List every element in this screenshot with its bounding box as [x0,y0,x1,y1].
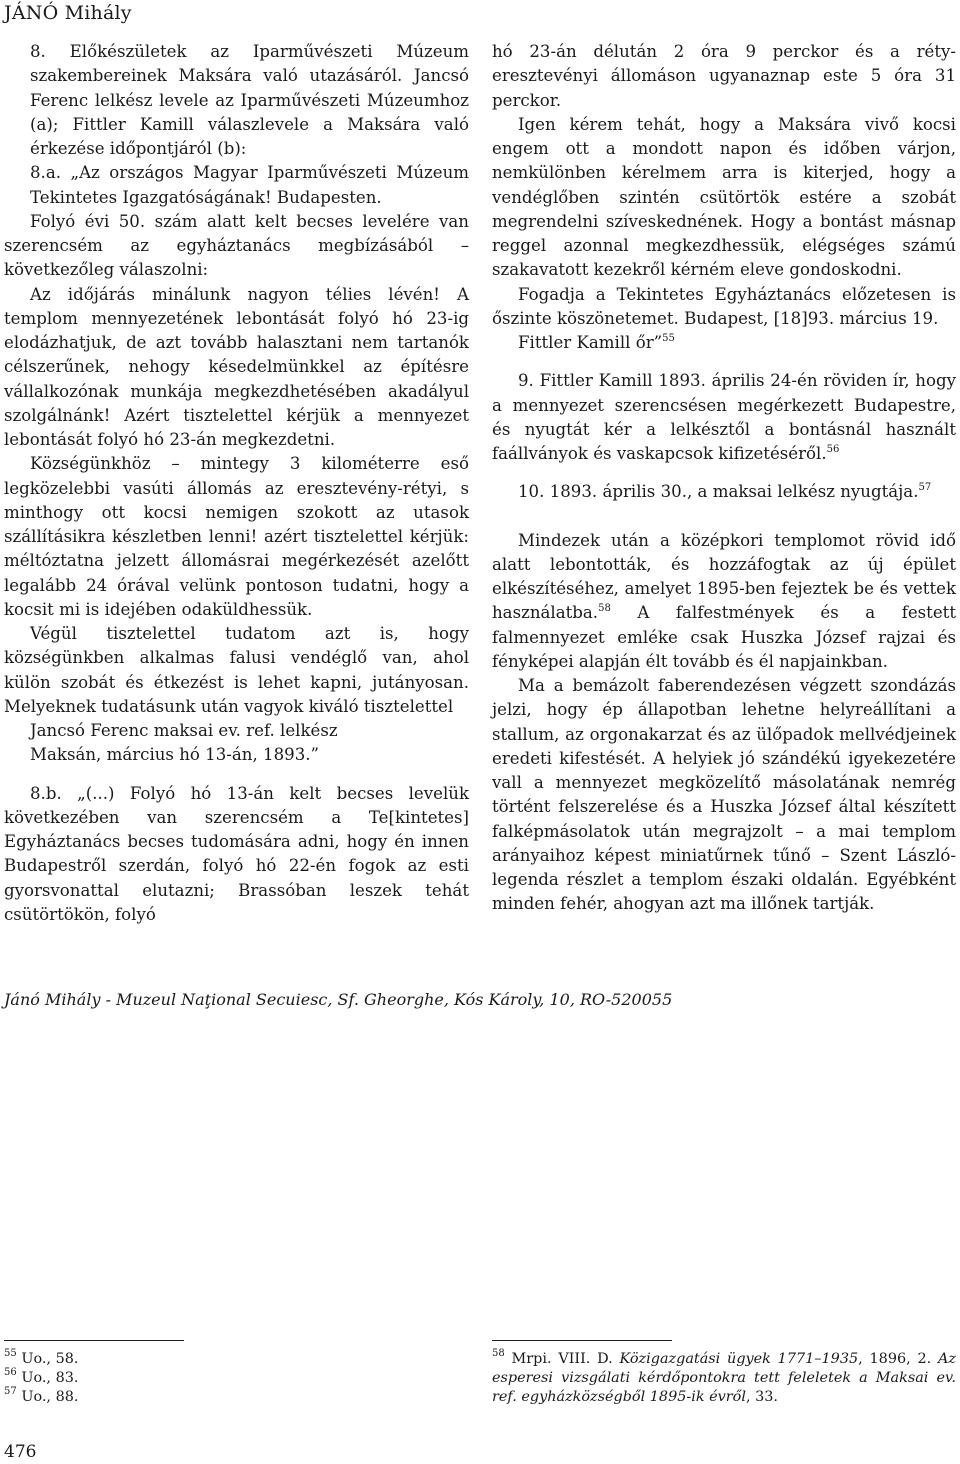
letter-8a-address: 8.a. „Az országos Magyar Iparművészeti Múzeum Tekintetes Igazgatóságának! Budapesten. [30,163,469,207]
footnote-text: , 1896, 2. [858,1351,939,1367]
footnote-text: Mrpi. VIII. D. [511,1351,620,1367]
letter-8b-signer [492,331,956,355]
right-column [492,40,956,917]
section-9-text: 9. Fittler Kamill 1893. április 24-én röviden ír, hogy a mennyezet szerencsésen megérkezett Budapestre, és nyugtát kér a lelkésztől a bontásnál használt faállványok és vaskapcsok kifizetéséről. [492,371,956,463]
footnote-number: 56 [4,1367,17,1378]
letter-8b-cont: hó 23-án délután 2 óra 9 perckor és a réty-eresztevényi állomáson ugyanaznap este 5 óra 31 perckor. [492,42,956,110]
footnote-ref: 57 [918,482,932,494]
footnote-number: 55 [4,1348,17,1359]
footnote [492,1350,956,1407]
letter-8b-para: Fogadja a Tekintetes Egyháztanács előzetesen is őszinte köszönetemet. Budapest, [18]93. március 19. [492,284,956,328]
footnotes-left [4,1350,424,1407]
left-column [4,40,469,927]
footnote-number: 57 [4,1386,17,1397]
footnote-ref: 58 [598,603,611,615]
footnote-text-italic: Az esperesi vizsgálati kérdőpontokra tett feleletek a Maksai ev. ref. egyházközségből 1895-ik évről [492,1351,956,1405]
letter-8a-para: Az időjárás minálunk nagyon télies lévén! A templom mennyezetének lebontását folyó hó 23-ig elodázhatjuk, de azt tovább halasztani nem tartanók célszerűnek, nehogy késedelmünkkel az építésre vállalkozónak munkája megkezdhetésében akadályul szolgálnánk! Azért tisztelettel kérjük a mennyezet lebontását folyó hó 23-án megkezdetni. [4,284,469,449]
footnote [4,1388,424,1407]
signer-text: Fittler Kamill őr” [518,333,663,352]
footnote-divider [492,1340,672,1341]
body-text: Mindezek után a középkori templomot rövid idő alatt lebontották, és hozzáfogtak az új épület elkészítéséhez, amelyet 1895-ben fejeztek be és vettek használatba. [492,530,956,623]
body-paragraph: Ma a bemázolt faberendezésen végzett szondázás jelzi, hogy ép állapotban lehetne helyreállítani a stallum, az orgonakarzat és az ülőpadok mellvédjeinek eredeti kifestését. A helyiek jó szándékú igyekezetére vall a mennyezet megközelítő másolatának nemrég történt felszerelése és a Huszka József által készített falképmásolatok után megrajzolt – a mai templom arányaihoz képest miniatűrnek tűnő – Szent László-legenda részlet a templom északi oldalán. Egyébként minden fehér, ahogyan azt ma illőnek tartják. [492,676,956,914]
section-9 [492,369,956,466]
footnote [4,1369,424,1388]
body-paragraph [492,529,956,675]
footnote-text: Uo., 88. [21,1389,79,1405]
letter-8a-date: Maksán, március hó 13-án, 1893.” [30,745,320,765]
footnote [4,1350,424,1369]
author-affiliation: Jánó Mihály - Muzeul Naţional Secuiesc, Sf. Gheorghe, Kós Károly, 10, RO-520055 [4,990,673,1009]
footnotes-right [492,1350,956,1407]
section-10 [492,480,956,504]
footnote-text: Uo., 58. [21,1351,79,1367]
footnote-text: , 33. [745,1389,778,1405]
letter-8a-para: Községünkhöz – mintegy 3 kilométerre eső legközelebbi vasúti állomás az eresztevény-rétyi, s minthogy ott kocsi nemigen szokott az utasok szállításikra készletben lenni! azért tisztelettel kérjük: méltóztatna jelzett állomásrai megérkezését azelőtt legalább 24 órával velünk pontoson tudatni, hogy a kocsit mi is idejében odaküldhessük. [4,454,469,619]
section-8-intro: 8. Előkészületek az Iparművészeti Múzeum szakembereinek Maksára való utazásáról. Jancsó Ferenc lelkész levele az Iparművészeti Múzeumhoz (a); Fittler Kamill válaszlevele a Maksára való érkezése időpontjáról (b): [30,42,469,158]
letter-8b-para: Igen kérem tehát, hogy a Maksára vivő kocsi engem ott a mondott napon és időben várjon, nemkülönben kérelmem arra is kiterjed, hogy a vendéglőben szintén csütörtök estére a szobát megrendelni szíveskednének. Hogy a bontást másnap reggel azonnal megkezdhessük, elégséges számú szakavatott kezekről kérném eleve gondoskodni. [492,114,956,280]
letter-8b-start: 8.b. „(...) Folyó hó 13-án kelt becses levelük következében van szerencsém a Te[kintetes] Egyháztanács becses tudomására adni, hogy én innen Budapestről szerdán, folyó hó 22-én fogok az esti gyorsvonattal elutazni; Brassóban leszek tehát csütörtökön, folyó [4,783,469,924]
body-text: A falfestmények és a festett falmennyezet emléke csak Huszka József rajzai és fényképei alapján élt tovább és él napjainkban. [492,603,956,671]
footnote-text: Uo., 83. [21,1370,79,1386]
letter-8a-para: Végül tisztelettel tudatom azt is, hogy községünkben alkalmas falusi vendéglő van, ahol külön szobát és étkezést is lehet kapni, jutányosan. Melyeknek tudatásunk után vagyok kiváló tisztelettel [4,624,469,716]
letter-8a-signer: Jancsó Ferenc maksai ev. ref. lelkész [30,721,338,740]
footnote-divider [4,1340,184,1341]
running-head: JÁNÓ Mihály [4,2,132,24]
footnote-ref: 55 [662,333,675,344]
letter-8a-para: Folyó évi 50. szám alatt kelt becses levelére van szerencsém az egyháztanács megbízásából – következőleg válaszolni: [4,211,469,280]
page-number: 476 [4,1442,37,1462]
section-10-text: 10. 1893. április 30., a maksai lelkész nyugtája. [518,482,919,502]
footnote-text-italic: Közigazgatási ügyek 1771–1935 [619,1351,859,1367]
footnote-ref: 56 [826,444,840,455]
footnote-number: 58 [492,1348,505,1359]
